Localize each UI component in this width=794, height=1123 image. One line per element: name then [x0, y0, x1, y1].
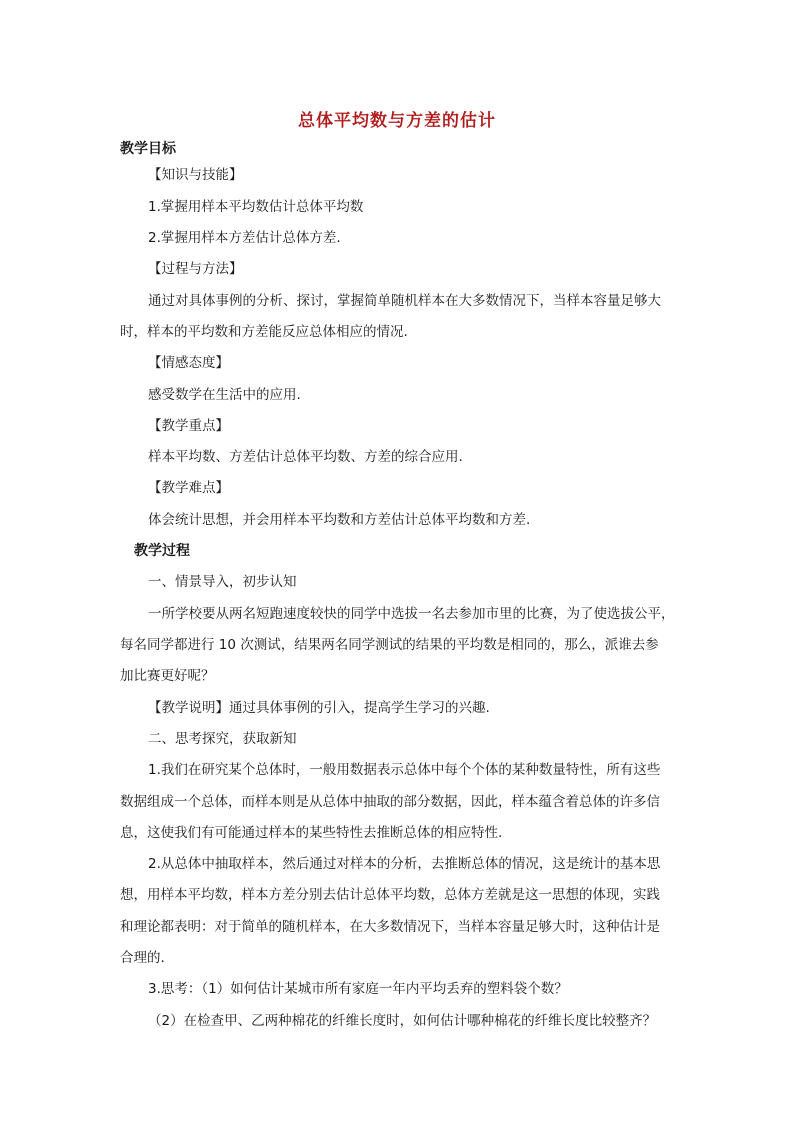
paragraph-line: 时，样本的平均数和方差能反应总体相应的情况.	[120, 324, 408, 340]
paragraph-line: （2）在检查甲、乙两种棉花的纤维长度时，如何估计哪种棉花的纤维长度比较整齐？	[148, 1013, 657, 1029]
paragraph-line: 合理的.	[120, 950, 165, 966]
paragraph-line: 2.掌握用样本方差估计总体方差.	[148, 230, 341, 246]
paragraph-line: 1.掌握用样本平均数估计总体平均数	[148, 199, 364, 215]
paragraph-line: 加比赛更好呢？	[120, 668, 215, 684]
paragraph-line: 和理论都表明：对于简单的随机样本，在大多数情况下，当样本容量足够大时，这种估计是	[120, 919, 660, 935]
section-heading: 二、思考探究，获取新知	[148, 731, 297, 747]
teaching-note: 【教学说明】通过具体事例的引入，提高学生学习的兴趣.	[148, 700, 490, 716]
heading-teaching-goals: 教学目标	[120, 141, 176, 157]
paragraph-line: 一所学校要从两名短跑速度较快的同学中选拔一名去参加市里的比赛，为了使选拔公平，	[148, 606, 675, 622]
document-title: 总体平均数与方差的估计	[298, 111, 496, 131]
subheading-knowledge-skills: 【知识与技能】	[148, 167, 243, 183]
subheading-difficulties: 【教学难点】	[148, 480, 229, 496]
paragraph-line: 数据组成一个总体，而样本则是从总体中抽取的部分数据，因此，样本蕴含着总体的许多信	[120, 794, 660, 810]
paragraph-line: 样本平均数、方差估计总体平均数、方差的综合应用.	[148, 449, 463, 465]
subheading-key-points: 【教学重点】	[148, 418, 229, 434]
paragraph-line: 3.思考：（1）如何估计某城市所有家庭一年内平均丢弃的塑料袋个数？	[148, 981, 568, 997]
paragraph-line: 每名同学都进行 10 次测试，结果两名同学测试的结果的平均数是相同的，那么，派谁去参	[120, 637, 659, 653]
paragraph-line: 2.从总体中抽取样本，然后通过对样本的分析，去推断总体的情况，这是统计的基本思	[148, 856, 661, 872]
paragraph-line: 息，这使我们有可能通过样本的某些特性去推断总体的相应特性.	[120, 825, 503, 841]
section-heading: 一、情景导入，初步认知	[148, 574, 297, 590]
heading-teaching-process: 教学过程	[134, 543, 190, 559]
subheading-process-method: 【过程与方法】	[148, 261, 243, 277]
paragraph-line: 1.我们在研究某个总体时，一般用数据表示总体中每个个体的某种数量特性，所有这些	[148, 762, 661, 778]
paragraph-line: 感受数学在生活中的应用.	[148, 387, 301, 403]
paragraph-line: 体会统计思想，并会用样本平均数和方差估计总体平均数和方差.	[148, 512, 531, 528]
paragraph-line: 通过对具体事例的分析、探讨，掌握简单随机样本在大多数情况下，当样本容量足够大	[148, 293, 661, 309]
subheading-attitude: 【情感态度】	[148, 355, 229, 371]
paragraph-line: 想，用样本平均数，样本方差分别去估计总体平均数，总体方差就是这一思想的体现，实践	[120, 887, 660, 903]
